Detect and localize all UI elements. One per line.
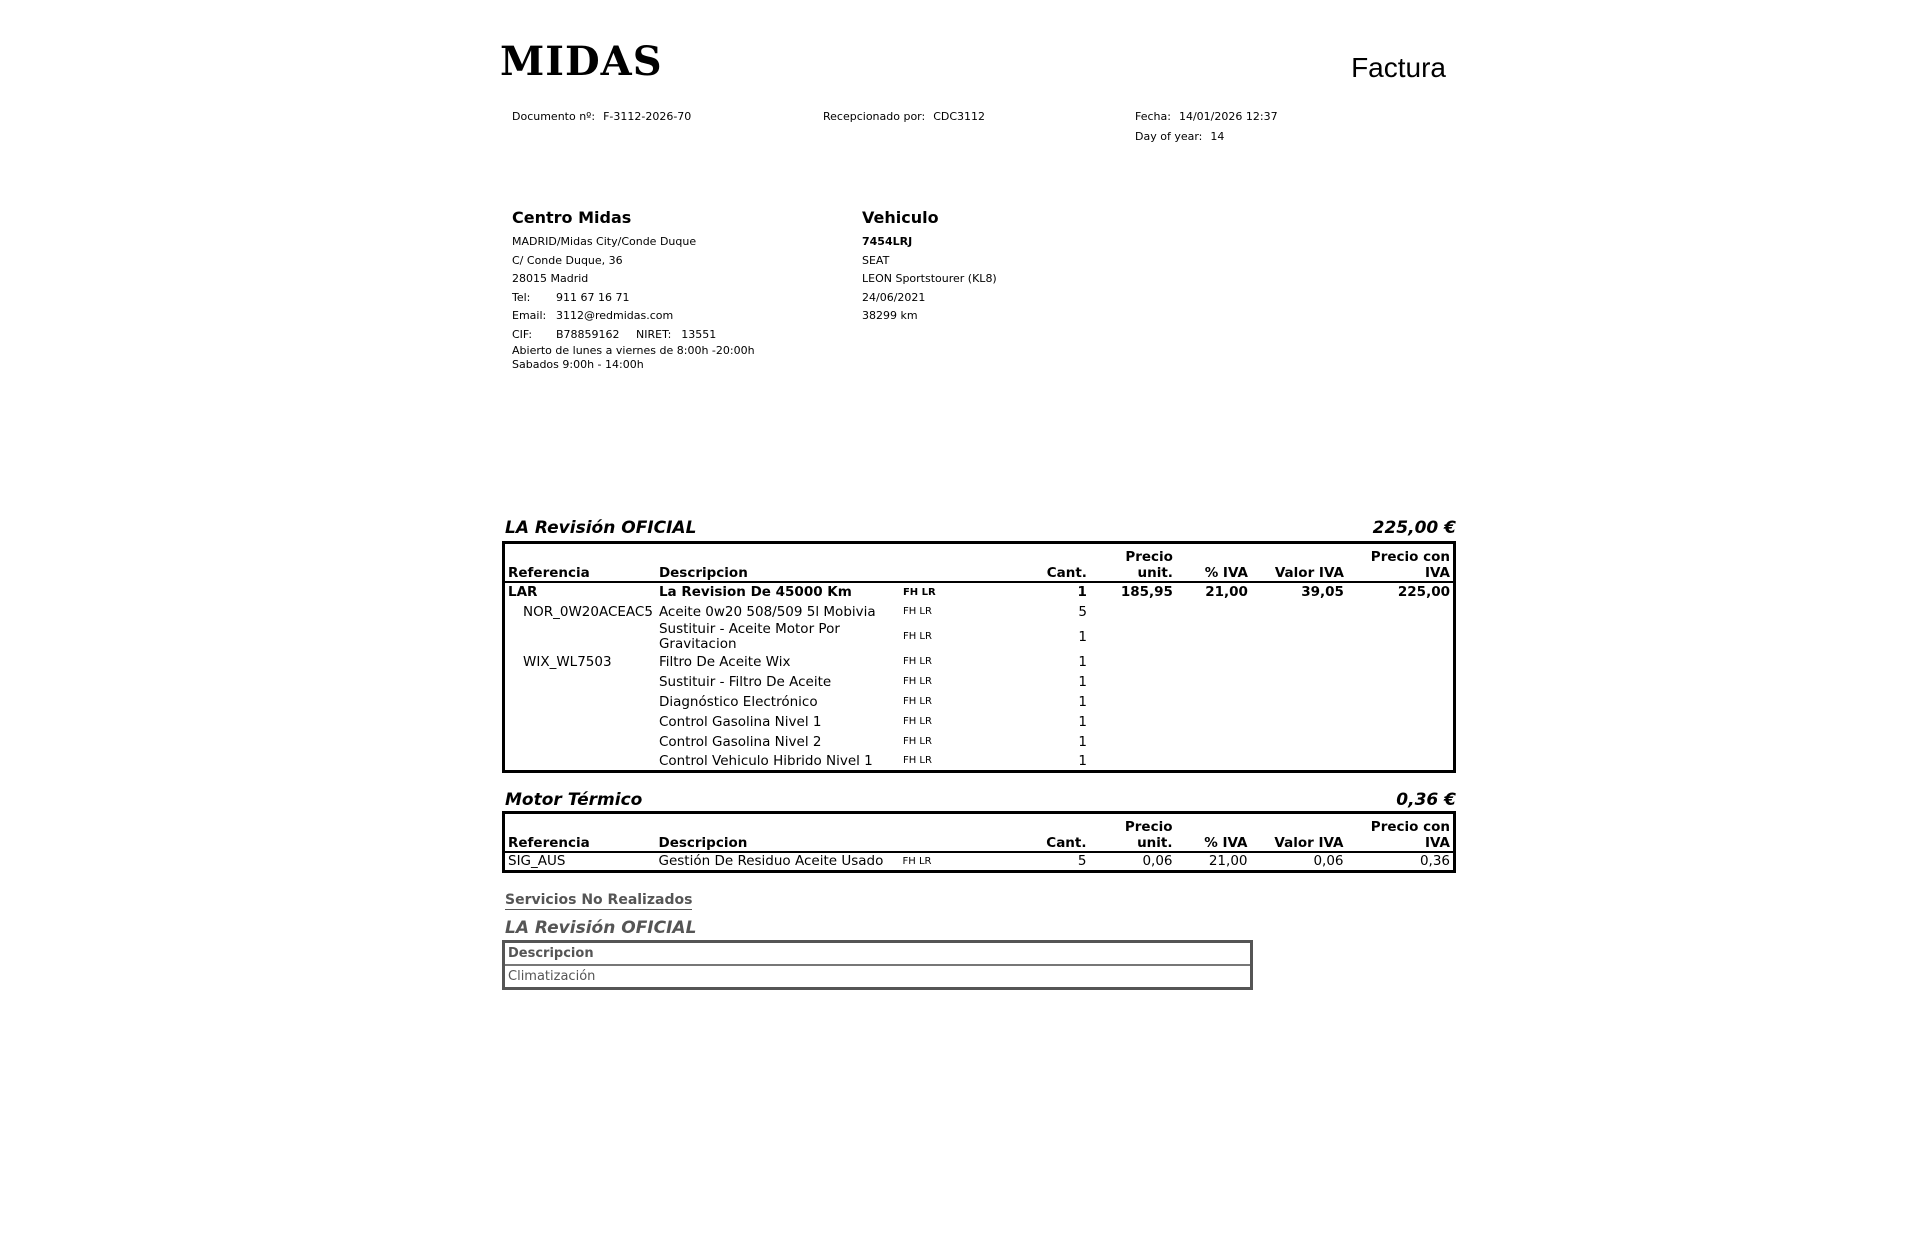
vehiculo-info [862, 233, 997, 326]
cell-fh: FH LR [902, 606, 932, 617]
servicios-no-realizados-title: Servicios No Realizados [505, 892, 693, 908]
cell-iva-val [1251, 712, 1347, 732]
recepcionado-label: Recepcionado por: [823, 110, 926, 123]
section1-body [504, 582, 1455, 772]
col-iva-val: Valor IVA [1251, 813, 1347, 852]
cell-precio [1090, 622, 1176, 652]
col-precio-iva-line1: Precio con [1370, 548, 1450, 565]
cell-descripcion [656, 622, 900, 652]
cell-iva-pct [1176, 692, 1251, 712]
hours-weekdays: Abierto de lunes a viernes de 8:00h -20:00h [512, 344, 755, 357]
col-spacer [900, 543, 1010, 582]
section2-total: 0,36 € [1396, 790, 1456, 810]
table-row [504, 652, 1455, 672]
no-realizado-item: Climatización [508, 969, 596, 984]
col-descripcion: Descripcion [504, 942, 1252, 966]
cell-iva-pct [1176, 752, 1251, 772]
col-cant: Cant. [1010, 813, 1090, 852]
cell-precio: 0,06 [1142, 853, 1173, 870]
table-row [504, 752, 1455, 772]
cif-value: B78859162 [556, 327, 620, 341]
table-row [504, 852, 1455, 872]
cell-cant: 1 [1078, 693, 1087, 710]
table-row [504, 712, 1455, 732]
recepcionado-por [823, 110, 985, 123]
niret-label: NIRET: [636, 327, 672, 341]
cell-iva-val [1251, 602, 1347, 622]
col-cant: Cant. [1010, 543, 1090, 582]
table-header-row [504, 543, 1455, 582]
cell-iva-pct [1176, 672, 1251, 692]
cell-cant: 1 [1078, 752, 1087, 769]
cell-iva-val [1251, 672, 1347, 692]
cell-referencia: WIX_WL7503 [523, 653, 612, 670]
col-precio-iva-line2: IVA [1424, 834, 1450, 851]
cell-fh: FH LR [902, 716, 932, 727]
col-iva-val: Valor IVA [1251, 543, 1347, 582]
cell-iva-pct [1176, 732, 1251, 752]
cell-cant: 1 [1078, 673, 1087, 690]
cell-precio-iva: 225,00 [1397, 584, 1450, 600]
documento-number [512, 110, 691, 123]
cell-iva-val [1251, 622, 1347, 652]
cell-descripcion: Gestión De Residuo Aceite Usado [658, 853, 884, 870]
description-line1: Sustituir - Aceite Motor Por [658, 620, 840, 637]
email-value: 3112@redmidas.com [556, 309, 674, 322]
table-header-row [504, 813, 1455, 852]
cell-precio-iva [1347, 712, 1455, 732]
cell-iva-val [1251, 652, 1347, 672]
col-descripcion: Descripcion [656, 543, 900, 582]
doy-value: 14 [1210, 130, 1225, 143]
fecha-label: Fecha: [1135, 110, 1171, 123]
col-precio: Precio unit. [1090, 543, 1176, 582]
cell-referencia [504, 752, 656, 772]
cell-descripcion: Diagnóstico Electrónico [658, 693, 818, 710]
centro-email [512, 307, 716, 326]
cell-iva-val: 39,05 [1301, 584, 1344, 600]
document-type-title: Factura [1351, 52, 1446, 83]
cell-iva-val [1251, 732, 1347, 752]
centro-tel [512, 289, 716, 308]
table-row [504, 965, 1252, 989]
col-precio-iva-line2: IVA [1424, 564, 1450, 581]
cell-cant: 1 [1078, 713, 1087, 730]
vehiculo-plate: 7454LRJ [862, 235, 913, 248]
cell-referencia [504, 692, 656, 712]
cell-referencia [504, 712, 656, 732]
servicios-no-realizados-section: LA Revisión OFICIAL [505, 918, 697, 938]
servicios-no-realizados-table [502, 940, 1253, 990]
centro-line1: MADRID/Midas City/Conde Duque [512, 235, 697, 248]
table-header-row [504, 942, 1252, 966]
cell-precio [1090, 652, 1176, 672]
section2-title: Motor Térmico [505, 790, 643, 810]
cell-precio [1090, 692, 1176, 712]
cell-fh: FH LR [902, 656, 932, 667]
cell-precio [1090, 602, 1176, 622]
col-referencia: Referencia [504, 813, 656, 852]
cell-precio-iva [1347, 732, 1455, 752]
cell-referencia: SIG_AUS [508, 853, 566, 870]
fecha [1135, 110, 1278, 123]
fecha-value: 14/01/2026 12:37 [1178, 110, 1278, 123]
cell-precio-iva [1347, 602, 1455, 622]
vehiculo-km: 38299 km [862, 309, 918, 322]
cell-iva-pct: 21,00 [1205, 584, 1248, 600]
cell-descripcion: Control Gasolina Nivel 1 [658, 713, 822, 730]
cell-precio [1090, 732, 1176, 752]
table-row [504, 692, 1455, 712]
cell-iva-val [1251, 692, 1347, 712]
description-line2: Gravitacion [658, 635, 737, 652]
section1-total: 225,00 € [1372, 518, 1456, 538]
cell-cant: 1 [1078, 653, 1087, 670]
cell-fh: FH LR [902, 676, 932, 687]
cell-iva-pct [1176, 622, 1251, 652]
cell-descripcion: La Revision De 45000 Km [658, 584, 852, 600]
col-precio-iva [1347, 543, 1455, 582]
cell-descripcion: Control Vehiculo Hibrido Nivel 1 [658, 752, 873, 769]
cell-fh: FH LR [902, 586, 936, 598]
cell-iva-val [1251, 752, 1347, 772]
section1-title: LA Revisión OFICIAL [505, 518, 697, 538]
table-row [504, 672, 1455, 692]
cell-iva-pct [1176, 652, 1251, 672]
vehiculo-model: LEON Sportstourer (KL8) [862, 272, 997, 285]
cell-descripcion: Filtro De Aceite Wix [658, 653, 791, 670]
documento-value: F-3112-2026-70 [603, 110, 692, 123]
documento-label: Documento nº: [512, 110, 596, 123]
vehiculo-date: 24/06/2021 [862, 290, 926, 304]
tel-value: 911 67 16 71 [556, 290, 630, 304]
cell-referencia [504, 732, 656, 752]
cell-precio-iva [1347, 672, 1455, 692]
cell-cant: 1 [1078, 628, 1087, 645]
cell-precio-iva: 0,36 [1419, 853, 1450, 870]
cell-fh: FH LR [902, 736, 932, 747]
midas-logo: MIDAS [500, 38, 663, 85]
cell-referencia: LAR [508, 584, 538, 600]
cell-cant: 5 [1078, 603, 1087, 620]
col-spacer [900, 813, 1010, 852]
centro-line3: 28015 Madrid [512, 272, 589, 285]
col-precio: Precio unit. [1090, 813, 1176, 852]
cell-iva-pct [1176, 602, 1251, 622]
col-iva-pct: % IVA [1176, 543, 1251, 582]
cell-descripcion: Sustituir - Filtro De Aceite [658, 673, 832, 690]
email-label: Email: [512, 309, 547, 322]
cell-descripcion: Aceite 0w20 508/509 5l Mobivia [658, 603, 876, 620]
cell-fh: FH LR [902, 855, 932, 867]
col-precio-iva [1347, 813, 1455, 852]
table-row [504, 582, 1455, 602]
cell-cant: 1 [1078, 733, 1087, 750]
cell-fh: FH LR [902, 696, 932, 707]
section2-body [504, 852, 1455, 872]
cell-iva-val: 0,06 [1313, 853, 1344, 870]
section1-table [502, 541, 1456, 773]
centro-title: Centro Midas [512, 208, 632, 227]
centro-cif [512, 326, 716, 345]
cell-iva-pct [1176, 712, 1251, 732]
cell-fh: FH LR [902, 631, 932, 642]
niret-value: 13551 [681, 327, 717, 341]
cell-iva-pct: 21,00 [1208, 853, 1248, 870]
doy-label: Day of year: [1135, 130, 1203, 143]
cell-precio: 185,95 [1120, 584, 1173, 600]
vehiculo-title: Vehiculo [862, 208, 939, 227]
cell-referencia [504, 622, 656, 652]
cell-precio-iva [1347, 652, 1455, 672]
table-row [504, 732, 1455, 752]
section2-table [502, 811, 1456, 873]
col-iva-pct: % IVA [1176, 813, 1251, 852]
day-of-year [1135, 130, 1224, 143]
vehiculo-brand: SEAT [862, 253, 890, 267]
col-descripcion: Descripcion [656, 813, 900, 852]
cif-label: CIF: [512, 327, 533, 341]
cell-cant: 5 [1077, 853, 1087, 870]
cell-precio-iva [1347, 622, 1455, 652]
cell-fh: FH LR [902, 755, 932, 767]
cell-referencia [504, 672, 656, 692]
cell-referencia: NOR_0W20ACEAC5 [523, 603, 653, 620]
cell-precio [1090, 752, 1176, 772]
centro-info [512, 233, 716, 344]
hours-saturday: Sabados 9:00h - 14:00h [512, 358, 644, 371]
cell-precio-iva [1347, 692, 1455, 712]
recepcionado-value: CDC3112 [933, 110, 986, 123]
col-referencia: Referencia [504, 543, 656, 582]
tel-label: Tel: [512, 290, 531, 304]
table-row [504, 622, 1455, 652]
cell-precio [1090, 712, 1176, 732]
cell-precio-iva [1347, 752, 1455, 772]
cell-cant: 1 [1077, 584, 1087, 600]
table-row [504, 602, 1455, 622]
cell-precio [1090, 672, 1176, 692]
centro-hours [512, 344, 755, 372]
cell-descripcion: Control Gasolina Nivel 2 [658, 733, 822, 750]
centro-line2: C/ Conde Duque, 36 [512, 253, 623, 267]
col-precio-iva-line1: Precio con [1370, 818, 1450, 835]
